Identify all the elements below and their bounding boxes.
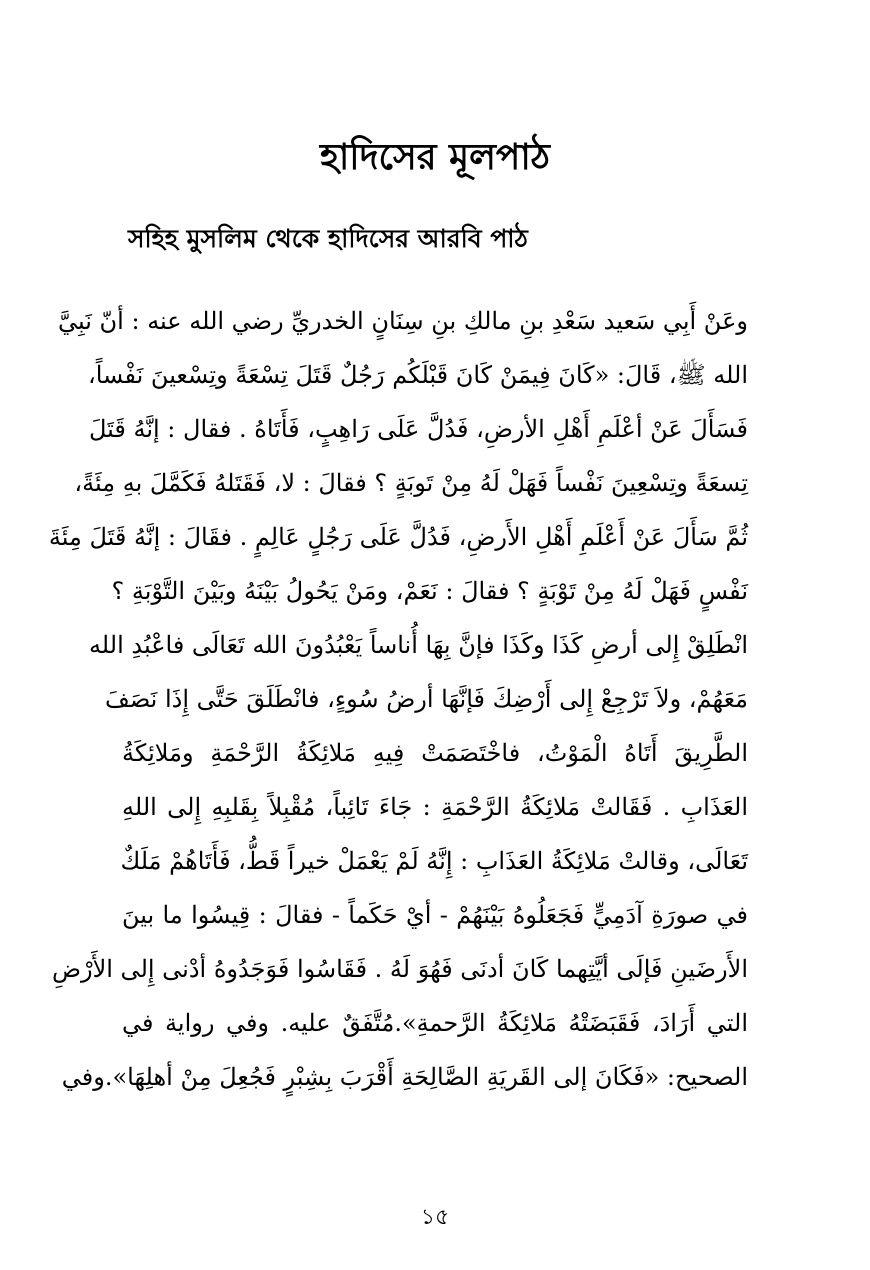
text-line: الصحيح: «فَكَانَ إلى القَريَةِ الصَّالِحَةِ أَقْرَبَ بِشِبْرٍ فَجُعِلَ مِنْ أهلِهَا».وفي [61, 1063, 748, 1091]
text-line: تِسعَةً وتِسْعِينَ نَفْساً فَهَلْ لَهُ مِنْ تَوبَةٍ ؟ فقالَ : لا، فَقَتَلهُ فَكَمَّلَ بهِ مِئَةً، [74, 469, 748, 497]
text-line: مَعَهُمْ، ولاَ تَرْجِعْ إِلى أَرْضِكَ فَإنَّهَا أرضُ سُوءٍ، فانْطَلَقَ حَتَّى إِذَا نَصَفَ [105, 685, 748, 713]
text-line: في صورَةِ آدَمِيٍّ فَجَعَلُوهُ بَيْنَهُمْ - أيْ حَكَماً - فقالَ : قِيسُوا ما بينَ [122, 901, 748, 929]
text-line: التي أَرَادَ، فَقَبَضَتْهُ مَلائِكَةُ الرَّحمةِ».مُتَّفَقٌ عليه. وفي رواية في [122, 1009, 748, 1037]
page-title: হাদিসের মূলপাঠ [319, 137, 551, 178]
text-line: ثُمَّ سَأَلَ عَنْ أَعْلَمِ أَهْلِ الأَرضِ، فَدُلَّ عَلَى رَجُلٍ عَالِمٍ . فقَالَ : إنَّهُ قَتَلَ مِئَةَ [48, 523, 748, 551]
arabic-hadith-text [48, 294, 748, 1104]
text-line: الأَرضَينِ فَإلَى أيَّتِهما كَانَ أدنَى فَهُوَ لَهُ . فَقَاسُوا فَوَجَدُوهُ أدْنى إِلى الأَرْضِ [51, 955, 748, 983]
text-line: نَفْسٍ فَهَلْ لَهُ مِنْ تَوْبَةٍ ؟ فقالَ : نَعَمْ، ومَنْ يَحُولُ بَيْنَهُ وبَيْنَ التَّوْبَةِ ؟ [111, 577, 748, 605]
text-line: فَسَأَلَ عَنْ أعْلَمِ أَهْلِ الأرضِ، فَدُلَّ عَلَى رَاهِبٍ، فَأَتَاهُ . فقال : إنَّهُ قَتَلَ [88, 415, 748, 443]
text-line: العَذَابِ . فَقَالتْ مَلائِكَةُ الرَّحْمَةِ : جَاءَ تَائِباً، مُقْبِلاً بِقَلبِهِ إِلى اللهِ [122, 793, 748, 821]
section-subtitle: সহিহ মুসলিম থেকে হাদিসের আরবি পাঠ [128, 224, 528, 253]
text-line: تَعَالَى، وقالتْ مَلائِكَةُ العَذَابِ : إِنَّهُ لَمْ يَعْمَلْ خيراً قَطُّ، فَأَتَاهُمْ مَلَكٌ [120, 847, 748, 875]
text-line: وعَنْ أَبِي سَعيد سَعْدِ بنِ مالكِ بنِ سِنَانٍ الخدريِّ رضي الله عنه : أنّ نَبِيَّ [58, 307, 748, 335]
text-line: الطَّرِيقَ أَتَاهُ الْمَوْتُ، فاخْتَصَمَتْ فِيهِ مَلائِكَةُ الرَّحْمَةِ ومَلائِكَةُ [122, 739, 748, 767]
text-line: انْطَلِقْ إِلى أرضِ كَذَا وكَذَا فإنَّ بِهَا أُناساً يَعْبُدُونَ الله تَعَالَى فاعْبُدِ الله [88, 631, 748, 659]
page-number: ১৫ [420, 1205, 450, 1230]
text-line: الله ﷺ، قَالَ: «كَانَ فِيمَنْ كَانَ قَبْلَكُم رَجُلٌ قَتَلَ تِسْعَةً وتِسْعينَ نَفْساً، [88, 361, 748, 389]
